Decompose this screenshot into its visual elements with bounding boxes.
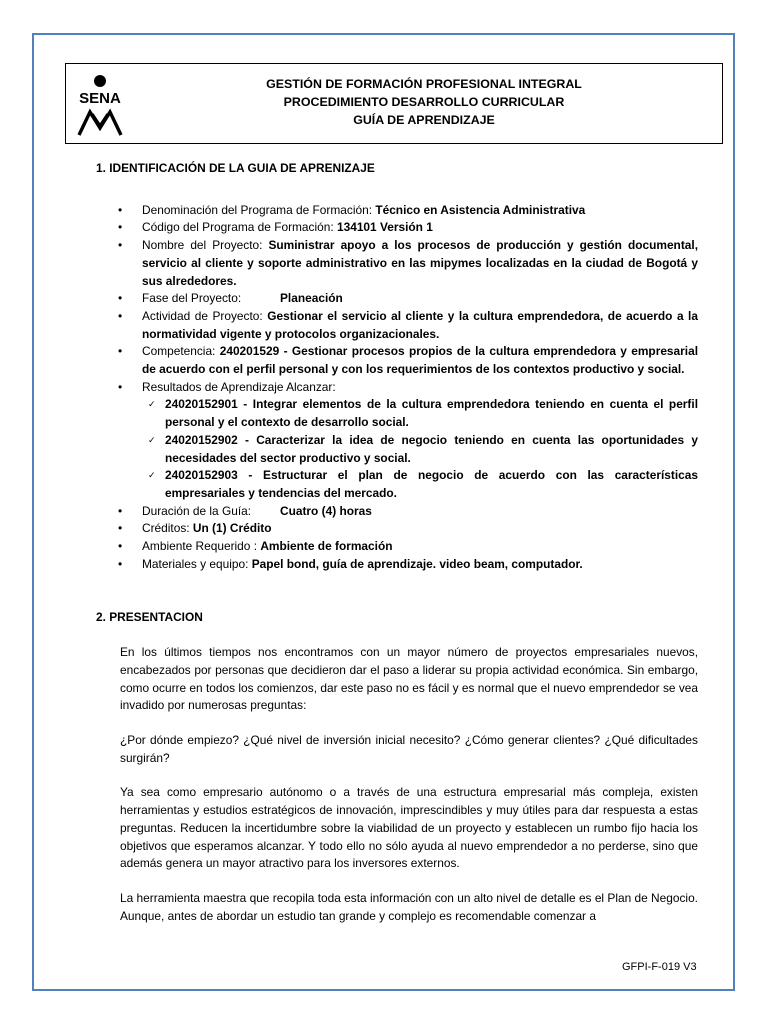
resultado-text: - Integrar elementos de la cultura emprendedora teniendo en cuenta el perfil personal y el contexto de desarrollo social. [165,397,698,430]
list-item-proyecto [96,237,698,290]
codigo-label: Código del Programa de Formación: [142,220,337,235]
list-item-materiales [96,556,698,574]
list-item-ambiente [96,538,698,556]
header-title-line1: GESTIÓN DE FORMACIÓN PROFESIONAL INTEGRAL [266,77,582,91]
paragraph: Ya sea como empresario autónomo o a través de una estructura empresarial más compleja, existen herramientas y estudios estratégicos de innovación, imprescindibles y muy útiles para dar respuesta a estas preguntas. Reducen la incertidumbre sobre la viabilidad de un proyecto y establecen un rumbo fijo hacia los objetivos que esperamos alcanzar. Y todo ello no sólo ayuda al nuevo emprendedor a no perderse, sino que además genera un mayor atractivo para los inversores externos. [120,785,698,871]
competencia-code: 240201529 [219,344,280,359]
programa-label: Denominación del Programa de Formación: [142,202,376,217]
proyecto-label: Nombre del Proyecto: [142,238,269,253]
creditos-label: Créditos: [142,521,193,536]
list-item-competencia [96,343,698,378]
fase-value: Planeación [280,291,343,306]
checkmark-icon: ✓ [148,470,156,481]
list-item-creditos [96,520,698,538]
presentacion-body [96,644,698,925]
competencia-value: - Gestionar procesos propios de la cultura emprendedora y empresarial de acuerdo con el perfil personal y con los requerimientos de los contextos productivo y social. [142,344,699,377]
list-item-resultados [96,379,698,503]
resultado-item [142,432,698,467]
paragraph: La herramienta maestra que recopila toda esta información con un alto nivel de detalle es el Plan de Negocio. Aunque, antes de abordar un estudio tan grande y complejo es recomendable comenzar a [120,890,698,923]
materiales-value: Papel bond, guía de aprendizaje. video beam, computador. [251,556,583,571]
logo-text: SENA [79,90,121,107]
sena-logo [70,74,130,138]
ambiente-label: Ambiente Requerido : [142,539,261,554]
list-item-duracion [96,503,698,521]
actividad-value: Gestionar el servicio al cliente y la cultura emprendedora, de acuerdo a la normatividad vigente y protocolos organizacionales. [142,308,698,341]
section1-heading: 1. IDENTIFICACIÓN DE LA GUIA DE APRENIZAJE [96,161,375,175]
actividad-label: Actividad de Proyecto: [142,308,268,323]
list-item-actividad [96,308,698,343]
resultado-item [142,467,698,502]
checkmark-icon: ✓ [148,434,156,445]
section2-heading: 2. PRESENTACION [96,610,203,625]
document-body [96,160,698,925]
paragraph: En los últimos tiempos nos encontramos con un mayor número de proyectos empresariales nuevos, encabezados por personas que decidieron dar el paso a liderar su propia actividad económica. Sin embargo, como ocurre en todos los comienzos, dar este paso no es fácil y es normal que el nuevo emprendedor se vea invadido por numerosas preguntas: [120,645,698,713]
materiales-label: Materiales y equipo: [142,556,252,571]
list-item-programa [96,202,698,220]
resultados-list [142,396,698,502]
resultado-item [142,396,698,431]
resultado-code: 24020152901 [165,397,238,412]
identification-list [96,202,698,574]
creditos-value: Un (1) Crédito [192,521,272,536]
programa-value: Técnico en Asistencia Administrativa [375,202,586,217]
resultado-code: 24020152903 [165,468,238,483]
proyecto-value: Suministrar apoyo a los procesos de producción y gestión documental, servicio al cliente y soporte administrativo en las mipymes localizadas en la ciudad de Bogotá y sus alrededores. [142,238,698,288]
fase-label: Fase del Proyecto: [142,291,242,306]
list-item-codigo [96,219,698,237]
resultado-text: - Estructurar el plan de negocio de acuerdo con las características empresariales y tendencias del mercado. [165,468,698,500]
header-titles [126,75,722,129]
resultado-text: - Caracterizar la idea de negocio teniendo en cuenta las oportunidades y necesidades del sector productivo y social. [165,432,698,465]
footer-code: GFPI-F-019 V3 [622,961,697,973]
list-item-fase [96,290,698,308]
checkmark-icon: ✓ [148,399,156,410]
resultado-code: 24020152902 [165,432,238,447]
paragraph: ¿Por dónde empiezo? ¿Qué nivel de inversión inicial necesito? ¿Cómo generar clientes? ¿Qué dificultades surgirán? [120,732,698,765]
document-header [65,63,723,144]
duracion-label: Duración de la Guía: [142,503,252,518]
codigo-value: 134101 Versión 1 [336,220,433,235]
resultados-label: Resultados de Aprendizaje Alcanzar: [142,379,336,394]
header-title-line3: GUÍA DE APRENDIZAJE [353,113,495,127]
competencia-label: Competencia: [142,344,220,359]
header-title-line2: PROCEDIMIENTO DESARROLLO CURRICULAR [283,95,565,109]
ambiente-value: Ambiente de formación [260,539,393,554]
duracion-value: Cuatro (4) horas [280,503,372,518]
